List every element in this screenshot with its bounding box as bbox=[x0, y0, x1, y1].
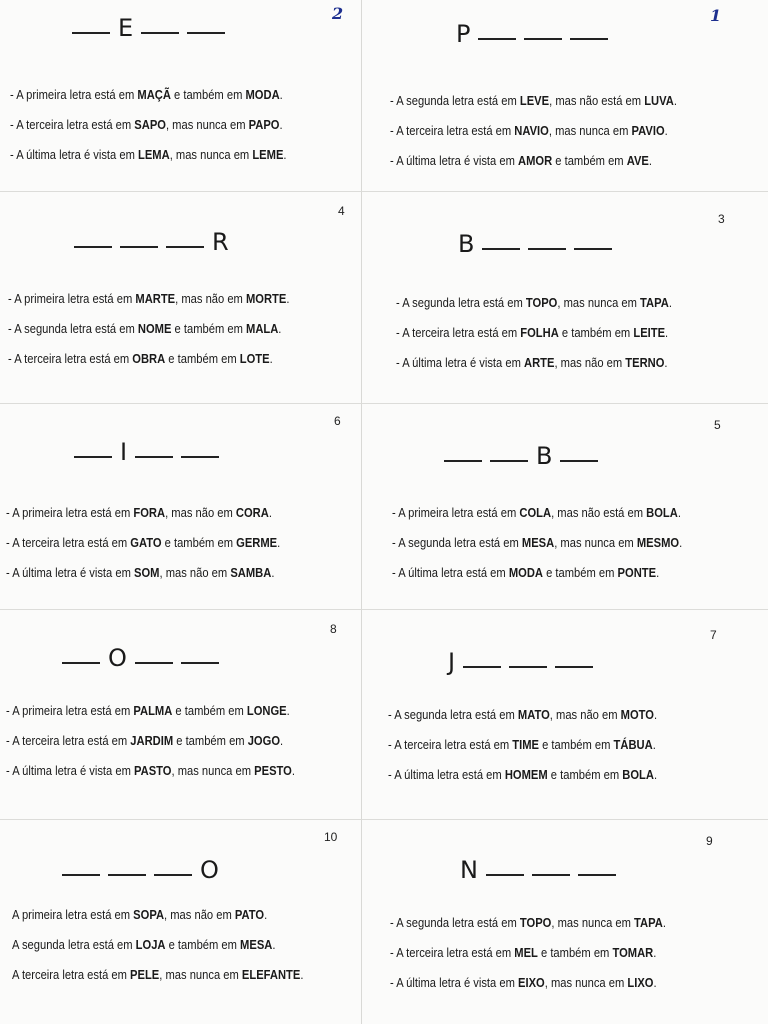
clue-text: , mas não está em bbox=[551, 505, 647, 520]
letter-blank bbox=[74, 246, 112, 248]
clue-text: - A primeira letra está em bbox=[6, 505, 134, 520]
clue-text: , mas nunca em bbox=[165, 117, 249, 132]
letter-blank bbox=[62, 662, 100, 664]
letter-blank bbox=[486, 874, 524, 876]
clue-keyword: MEL bbox=[514, 945, 538, 960]
clue-text: - A última letra está em bbox=[388, 767, 505, 782]
clue-keyword: PASTO bbox=[134, 763, 172, 778]
given-letter: P bbox=[456, 20, 471, 48]
clue-text: e também em bbox=[537, 945, 613, 960]
card-number: 1 bbox=[710, 6, 722, 25]
clue-text: - A última letra é vista em bbox=[6, 763, 135, 778]
clue-keyword: SAPO bbox=[134, 117, 166, 132]
clue-keyword: BOLA bbox=[646, 505, 678, 520]
clue-keyword: MODA bbox=[508, 565, 543, 580]
clue-keyword: PELE bbox=[130, 967, 160, 982]
clue-text: - A terceira letra está em bbox=[6, 733, 131, 748]
clue-line bbox=[390, 124, 677, 154]
clue-keyword: FORA bbox=[133, 505, 166, 520]
given-letter: E bbox=[118, 14, 134, 42]
clue-text: , mas nunca em bbox=[544, 975, 628, 990]
clue-line bbox=[388, 708, 657, 738]
letter-blank bbox=[181, 456, 219, 458]
clue-text: - A última letra é vista em bbox=[396, 355, 525, 370]
clue-keyword: PONTE bbox=[617, 565, 657, 580]
clue-keyword: MORTE bbox=[245, 291, 287, 306]
clue-line bbox=[392, 506, 682, 536]
clue-text: . bbox=[268, 505, 272, 520]
clue-text: , mas não em bbox=[549, 707, 621, 722]
riddle-card-9 bbox=[362, 820, 768, 1024]
clue-keyword: OBRA bbox=[132, 351, 166, 366]
clue-list bbox=[12, 908, 351, 998]
clue-text: e também em bbox=[171, 321, 247, 336]
clue-line bbox=[6, 506, 280, 536]
letter-blank bbox=[62, 874, 100, 876]
clue-keyword: AVE bbox=[626, 153, 649, 168]
clue-keyword: ELEFANTE bbox=[241, 967, 301, 982]
clue-line bbox=[10, 148, 287, 178]
card-number: 3 bbox=[718, 212, 725, 226]
clue-text: , mas nunca em bbox=[159, 967, 242, 982]
clue-list bbox=[390, 916, 711, 1006]
letter-blank bbox=[532, 874, 570, 876]
clue-text: - A última letra é vista em bbox=[390, 975, 519, 990]
clue-line bbox=[12, 938, 303, 968]
clue-text: , mas nunca em bbox=[557, 295, 641, 310]
clue-text: , mas não em bbox=[175, 291, 246, 306]
riddle-card-1 bbox=[362, 0, 768, 192]
word-puzzle bbox=[72, 16, 225, 40]
clue-text: A segunda letra está em bbox=[12, 937, 136, 952]
clue-keyword: JOGO bbox=[247, 733, 281, 748]
clue-text: e também em bbox=[165, 351, 240, 366]
clue-text: e também em bbox=[547, 767, 623, 782]
clue-text: - A terceira letra está em bbox=[396, 325, 521, 340]
clue-keyword: MESA bbox=[521, 535, 555, 550]
clue-line bbox=[12, 968, 303, 998]
clue-text: , mas não em bbox=[164, 907, 235, 922]
clue-text: - A terceira letra está em bbox=[6, 535, 131, 550]
letter-blank bbox=[555, 666, 593, 668]
letter-blank bbox=[135, 662, 173, 664]
given-letter: B bbox=[458, 230, 475, 258]
clue-text: e também em bbox=[170, 87, 246, 102]
clue-text: , mas nunca em bbox=[171, 763, 255, 778]
clue-keyword: TOPO bbox=[525, 295, 558, 310]
clue-line bbox=[396, 296, 672, 326]
clue-text: - A terceira letra está em bbox=[10, 117, 135, 132]
clue-line bbox=[8, 292, 289, 322]
clue-text: . bbox=[271, 565, 275, 580]
clue-text: - A terceira letra está em bbox=[390, 945, 515, 960]
clue-line bbox=[12, 908, 303, 938]
clue-text: . bbox=[677, 505, 681, 520]
clue-text: . bbox=[668, 295, 672, 310]
clue-keyword: MESA bbox=[240, 937, 273, 952]
clue-keyword: MAÇÃ bbox=[137, 87, 171, 102]
clue-text: - A primeira letra está em bbox=[6, 703, 134, 718]
clue-text: , mas nunca em bbox=[169, 147, 253, 162]
clue-text: . bbox=[269, 351, 273, 366]
clue-keyword: MALA bbox=[246, 321, 279, 336]
clue-keyword: GATO bbox=[130, 535, 162, 550]
card-number: 5 bbox=[714, 418, 721, 432]
clue-text: , mas nunca em bbox=[548, 123, 632, 138]
clue-line bbox=[390, 916, 666, 946]
word-puzzle bbox=[74, 440, 219, 464]
letter-blank bbox=[478, 38, 516, 40]
clue-text: , mas não está em bbox=[549, 93, 645, 108]
clue-line bbox=[388, 768, 657, 798]
clue-keyword: TÁBUA bbox=[613, 737, 653, 752]
word-puzzle bbox=[74, 230, 229, 254]
clue-text: e também em bbox=[542, 565, 618, 580]
clue-text: . bbox=[679, 535, 683, 550]
clue-keyword: TOMAR bbox=[612, 945, 654, 960]
clue-text: - A segunda letra está em bbox=[390, 915, 520, 930]
clue-keyword: MESMO bbox=[636, 535, 680, 550]
riddle-card-7 bbox=[362, 610, 768, 820]
clue-text: - A segunda letra está em bbox=[396, 295, 526, 310]
clue-keyword: PAVIO bbox=[631, 123, 665, 138]
clue-text: . bbox=[665, 325, 669, 340]
clue-text: . bbox=[286, 291, 290, 306]
clue-keyword: MARTE bbox=[135, 291, 176, 306]
clue-text: e também em bbox=[558, 325, 634, 340]
clue-keyword: TAPA bbox=[634, 915, 663, 930]
letter-blank bbox=[154, 874, 192, 876]
clue-keyword: LONGE bbox=[246, 703, 287, 718]
clue-keyword: SAMBA bbox=[230, 565, 272, 580]
given-letter: O bbox=[200, 856, 219, 884]
card-number: 7 bbox=[710, 628, 717, 642]
clue-text: , mas não em bbox=[165, 505, 236, 520]
letter-blank bbox=[72, 32, 110, 34]
clue-text: . bbox=[278, 321, 282, 336]
given-letter: B bbox=[536, 442, 553, 470]
riddle-card-3 bbox=[362, 192, 768, 404]
clue-keyword: LIXO bbox=[627, 975, 654, 990]
clue-list bbox=[388, 708, 701, 798]
clue-text: - A segunda letra está em bbox=[392, 535, 522, 550]
clue-text: - A segunda letra está em bbox=[8, 321, 138, 336]
letter-blank bbox=[135, 456, 173, 458]
clue-text: - A última letra é vista em bbox=[6, 565, 135, 580]
clue-line bbox=[390, 94, 677, 124]
clue-keyword: LEME bbox=[252, 147, 284, 162]
letter-blank bbox=[509, 666, 547, 668]
clue-keyword: TIME bbox=[512, 737, 539, 752]
clue-line bbox=[8, 352, 289, 382]
clue-keyword: NAVIO bbox=[514, 123, 549, 138]
clue-line bbox=[6, 536, 280, 566]
clue-text: e também em bbox=[538, 737, 614, 752]
clue-keyword: SOPA bbox=[133, 907, 165, 922]
word-puzzle bbox=[460, 858, 616, 882]
clue-text: . bbox=[300, 967, 304, 982]
clue-text: - A primeira letra está em bbox=[392, 505, 520, 520]
clue-text: . bbox=[279, 87, 283, 102]
clue-list bbox=[6, 506, 325, 596]
clue-text: . bbox=[653, 975, 657, 990]
clue-text: . bbox=[664, 355, 668, 370]
letter-blank bbox=[463, 666, 501, 668]
letter-blank bbox=[74, 456, 112, 458]
clue-text: . bbox=[653, 767, 658, 782]
clue-keyword: NOME bbox=[137, 321, 172, 336]
clue-text: , mas não em bbox=[554, 355, 626, 370]
clue-text: - A segunda letra está em bbox=[388, 707, 518, 722]
clue-line bbox=[390, 976, 666, 1006]
clue-text: . bbox=[648, 153, 653, 168]
clue-keyword: GERME bbox=[236, 535, 278, 550]
clue-line bbox=[10, 118, 287, 148]
clue-text: . bbox=[652, 737, 656, 752]
clue-keyword: ARTE bbox=[524, 355, 555, 370]
clue-text: - A terceira letra está em bbox=[8, 351, 133, 366]
clue-text: - A última letra é vista em bbox=[390, 153, 519, 168]
clue-line bbox=[6, 764, 295, 794]
clue-keyword: LEITE bbox=[633, 325, 666, 340]
card-number: 8 bbox=[330, 622, 337, 636]
clue-keyword: HOMEM bbox=[504, 767, 548, 782]
given-letter: I bbox=[120, 438, 128, 466]
clue-text: , mas não em bbox=[159, 565, 231, 580]
clue-text: e também em bbox=[172, 703, 247, 718]
clue-text: . bbox=[673, 93, 677, 108]
letter-blank bbox=[524, 38, 562, 40]
clue-keyword: LEVE bbox=[519, 93, 550, 108]
word-puzzle bbox=[62, 646, 219, 670]
word-puzzle bbox=[448, 650, 593, 674]
clue-text: , mas nunca em bbox=[554, 535, 637, 550]
clue-list bbox=[392, 506, 729, 596]
letter-blank bbox=[120, 246, 158, 248]
letter-blank bbox=[570, 38, 608, 40]
clue-text: . bbox=[664, 123, 668, 138]
clue-text: . bbox=[653, 707, 658, 722]
card-number: 2 bbox=[332, 4, 344, 23]
letter-blank bbox=[482, 248, 520, 250]
letter-blank bbox=[108, 874, 146, 876]
clue-line bbox=[392, 536, 682, 566]
clue-keyword: LUVA bbox=[644, 93, 674, 108]
riddle-card-4 bbox=[0, 192, 362, 404]
clue-keyword: LOJA bbox=[135, 937, 166, 952]
clue-keyword: TOPO bbox=[519, 915, 552, 930]
clue-line bbox=[10, 88, 287, 118]
clue-keyword: FOLHA bbox=[520, 325, 559, 340]
letter-blank bbox=[444, 460, 482, 462]
clue-keyword: LEMA bbox=[138, 147, 170, 162]
card-number: 9 bbox=[706, 834, 713, 848]
clue-line bbox=[390, 946, 666, 976]
letter-blank bbox=[181, 662, 219, 664]
clue-line bbox=[392, 566, 682, 596]
clue-keyword: AMOR bbox=[518, 153, 553, 168]
clue-keyword: BOLA bbox=[622, 767, 654, 782]
clue-list bbox=[390, 94, 724, 184]
clue-text: . bbox=[656, 565, 660, 580]
word-puzzle bbox=[458, 232, 612, 256]
clue-text: A primeira letra está em bbox=[12, 907, 134, 922]
clue-keyword: PAPO bbox=[248, 117, 280, 132]
clue-keyword: CORA bbox=[235, 505, 269, 520]
word-puzzle bbox=[444, 444, 598, 468]
clue-keyword: EIXO bbox=[518, 975, 545, 990]
clue-list bbox=[10, 88, 332, 178]
letter-blank bbox=[141, 32, 179, 34]
clue-line bbox=[396, 356, 672, 386]
clue-text: . bbox=[662, 915, 666, 930]
letter-blank bbox=[578, 874, 616, 876]
clue-text: - A primeira letra está em bbox=[8, 291, 136, 306]
clue-line bbox=[390, 154, 677, 184]
clue-text: , mas nunca em bbox=[551, 915, 635, 930]
clue-keyword: TERNO bbox=[625, 355, 665, 370]
clue-keyword: COLA bbox=[519, 505, 552, 520]
clue-text: - A terceira letra está em bbox=[390, 123, 515, 138]
clue-keyword: MODA bbox=[245, 87, 280, 102]
clue-text: - A última letra é vista em bbox=[10, 147, 139, 162]
letter-blank bbox=[490, 460, 528, 462]
clue-keyword: PATO bbox=[234, 907, 265, 922]
clue-line bbox=[396, 326, 672, 356]
clue-text: . bbox=[277, 535, 281, 550]
clue-keyword: MOTO bbox=[620, 707, 654, 722]
clue-text: . bbox=[272, 937, 276, 952]
letter-blank bbox=[560, 460, 598, 462]
card-number: 10 bbox=[324, 830, 338, 844]
clue-text: e também em bbox=[173, 733, 248, 748]
riddle-card-6 bbox=[0, 404, 362, 610]
clue-text: . bbox=[283, 147, 287, 162]
clue-keyword: MATO bbox=[517, 707, 550, 722]
given-letter: R bbox=[212, 228, 229, 256]
clue-keyword: PALMA bbox=[133, 703, 173, 718]
word-puzzle bbox=[456, 22, 608, 46]
clue-text: e também em bbox=[552, 153, 627, 168]
clue-list bbox=[396, 296, 717, 386]
clue-text: . bbox=[279, 117, 283, 132]
clue-keyword: PESTO bbox=[254, 763, 292, 778]
clue-text: . bbox=[653, 945, 657, 960]
riddle-card-8 bbox=[0, 610, 362, 820]
given-letter: O bbox=[108, 644, 127, 672]
clue-list bbox=[6, 704, 342, 794]
clue-text: - A primeira letra está em bbox=[10, 87, 138, 102]
clue-text: . bbox=[280, 733, 284, 748]
clue-keyword: LOTE bbox=[239, 351, 270, 366]
clue-line bbox=[8, 322, 289, 352]
clue-text: - A terceira letra está em bbox=[388, 737, 513, 752]
riddle-card-5 bbox=[362, 404, 768, 610]
clue-line bbox=[6, 704, 295, 734]
clue-list bbox=[8, 292, 335, 382]
given-letter: N bbox=[460, 856, 478, 884]
clue-text: e também em bbox=[161, 535, 237, 550]
letter-blank bbox=[187, 32, 225, 34]
clue-line bbox=[388, 738, 657, 768]
card-number: 4 bbox=[338, 204, 345, 218]
clue-text: A terceira letra está em bbox=[12, 967, 131, 982]
card-number: 6 bbox=[334, 414, 341, 428]
clue-line bbox=[6, 566, 280, 596]
clue-keyword: TAPA bbox=[640, 295, 669, 310]
letter-blank bbox=[528, 248, 566, 250]
given-letter: J bbox=[448, 648, 456, 676]
clue-text: - A segunda letra está em bbox=[390, 93, 520, 108]
riddle-card-2 bbox=[0, 0, 362, 192]
clue-text: . bbox=[264, 907, 268, 922]
clue-text: . bbox=[286, 703, 290, 718]
clue-keyword: JARDIM bbox=[130, 733, 174, 748]
riddle-card-10 bbox=[0, 820, 362, 1024]
letter-blank bbox=[166, 246, 204, 248]
letter-blank bbox=[574, 248, 612, 250]
clue-text: . bbox=[291, 763, 295, 778]
clue-keyword: SOM bbox=[134, 565, 160, 580]
clue-text: e também em bbox=[165, 937, 241, 952]
word-puzzle bbox=[62, 858, 219, 882]
clue-text: - A última letra está em bbox=[392, 565, 509, 580]
clue-line bbox=[6, 734, 295, 764]
